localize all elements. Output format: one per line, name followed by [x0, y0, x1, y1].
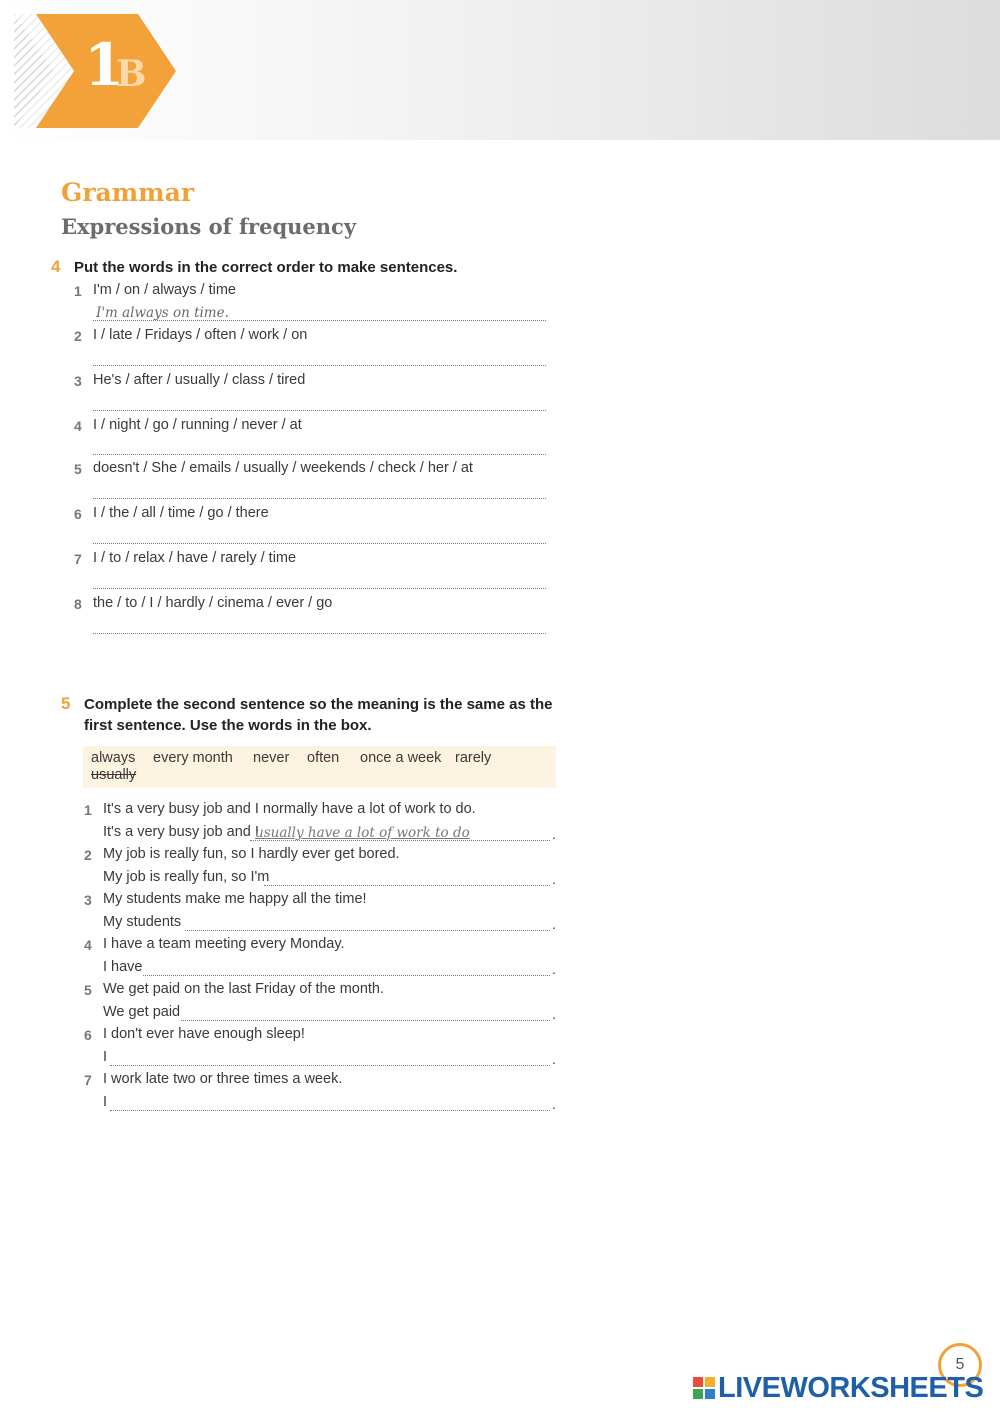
ex5-item-number: 3: [84, 892, 92, 908]
ex4-answer-field[interactable]: [93, 298, 546, 321]
word-box-item-used: usually: [91, 767, 137, 783]
liveworksheets-logo-icon: [693, 1377, 715, 1399]
ex4-item-prompt: I / night / go / running / never / at: [93, 417, 302, 433]
exercise-5-instruction-line2: first sentence. Use the words in the box.: [84, 717, 372, 734]
ex4-answer-field[interactable]: [93, 343, 546, 366]
ex5-item-number: 4: [84, 937, 92, 953]
exercise-5-instruction-line1: Complete the second sentence so the meaning is the same as the: [84, 696, 553, 713]
unit-number: 1: [84, 31, 123, 99]
word-box-item: never: [253, 750, 290, 766]
ex4-answer-field[interactable]: [93, 432, 546, 455]
ex5-item-lead: We get paid: [103, 1004, 181, 1020]
ex5-item-sentence: I don't ever have enough sleep!: [103, 1026, 305, 1042]
ex4-answer-field[interactable]: [93, 476, 546, 499]
ex5-answer-field[interactable]: [143, 957, 550, 976]
ex5-item-sentence: I work late two or three times a week.: [103, 1071, 343, 1087]
ex4-answer-field[interactable]: [93, 611, 546, 634]
ex5-item-lead: I: [103, 1049, 108, 1065]
ex5-item-lead: My job is really fun, so I'm: [103, 869, 270, 885]
word-box-item: always: [91, 750, 136, 766]
ex5-item-number: 1: [84, 802, 92, 818]
ex5-item-number: 5: [84, 982, 92, 998]
word-box-item: often: [307, 750, 340, 766]
ex5-item-sentence: We get paid on the last Friday of the month.: [103, 981, 385, 997]
ex4-item-prompt: He's / after / usually / class / tired: [93, 372, 306, 388]
ex5-answer-field[interactable]: [185, 912, 550, 931]
ex5-item-sentence: My job is really fun, so I hardly ever get bored.: [103, 846, 400, 862]
liveworksheets-wordmark: LIVEWORKSHEETS: [718, 1372, 984, 1404]
ex5-item-number: 2: [84, 847, 92, 863]
sentence-period: .: [552, 1006, 556, 1022]
section-title: Grammar: [61, 178, 194, 207]
ex5-item-sentence: It's a very busy job and I normally have a lot of work to do.: [103, 801, 476, 817]
sentence-period: .: [552, 826, 556, 842]
ex4-item-number: 7: [74, 551, 82, 567]
ex5-item-lead: My students: [103, 914, 182, 930]
ex4-item-prompt: doesn't / She / emails / usually / weekends / check / her / at: [93, 460, 473, 476]
ex5-item-sentence: I have a team meeting every Monday.: [103, 936, 345, 952]
page-number: 5: [938, 1343, 982, 1387]
word-box-item: every month: [153, 750, 233, 766]
unit-letter: B: [116, 53, 147, 95]
ex5-answer-field[interactable]: [250, 822, 550, 841]
ex4-item-number: 4: [74, 418, 82, 434]
ex4-item-number: 1: [74, 283, 82, 299]
ex4-item-prompt: I / to / relax / have / rarely / time: [93, 550, 297, 566]
ex4-item-number: 2: [74, 328, 82, 344]
ex4-item-number: 5: [74, 461, 82, 477]
sentence-period: .: [552, 1096, 556, 1112]
sentence-period: .: [552, 1051, 556, 1067]
ex4-item-prompt: the / to / I / hardly / cinema / ever / go: [93, 595, 333, 611]
sentence-period: .: [552, 916, 556, 932]
ex4-item-number: 8: [74, 596, 82, 612]
ex5-answer-field[interactable]: [110, 1047, 550, 1066]
ex5-example-answer: usually have a lot of work to do: [255, 825, 470, 841]
ex4-answer-field[interactable]: [93, 521, 546, 544]
ex4-example-answer: I'm always on time.: [96, 305, 229, 321]
ex5-item-lead: It's a very busy job and I: [103, 824, 259, 840]
ex5-answer-field[interactable]: [264, 867, 550, 886]
ex4-item-prompt: I'm / on / always / time: [93, 282, 236, 298]
ex5-answer-field[interactable]: [181, 1002, 550, 1021]
ex4-answer-field[interactable]: [93, 566, 546, 589]
ex5-item-sentence: My students make me happy all the time!: [103, 891, 367, 907]
word-box-item: rarely: [455, 750, 492, 766]
ex4-item-number: 6: [74, 506, 82, 522]
sentence-period: .: [552, 871, 556, 887]
ex4-item-prompt: I / late / Fridays / often / work / on: [93, 327, 308, 343]
ex5-item-number: 7: [84, 1072, 92, 1088]
sentence-period: .: [552, 961, 556, 977]
ex5-item-lead: I have: [103, 959, 143, 975]
ex4-item-prompt: I / the / all / time / go / there: [93, 505, 269, 521]
word-box: [83, 746, 556, 788]
ex4-answer-field[interactable]: [93, 388, 546, 411]
ex5-item-number: 6: [84, 1027, 92, 1043]
word-box-item: once a week: [360, 750, 442, 766]
ex5-answer-field[interactable]: [110, 1092, 550, 1111]
ex4-item-number: 3: [74, 373, 82, 389]
exercise-4-number: 4: [51, 257, 61, 276]
section-subtitle: Expressions of frequency: [61, 214, 357, 239]
ex5-item-lead: I: [103, 1094, 108, 1110]
exercise-4-instruction: Put the words in the correct order to make sentences.: [74, 259, 458, 276]
exercise-5-number: 5: [61, 694, 71, 713]
